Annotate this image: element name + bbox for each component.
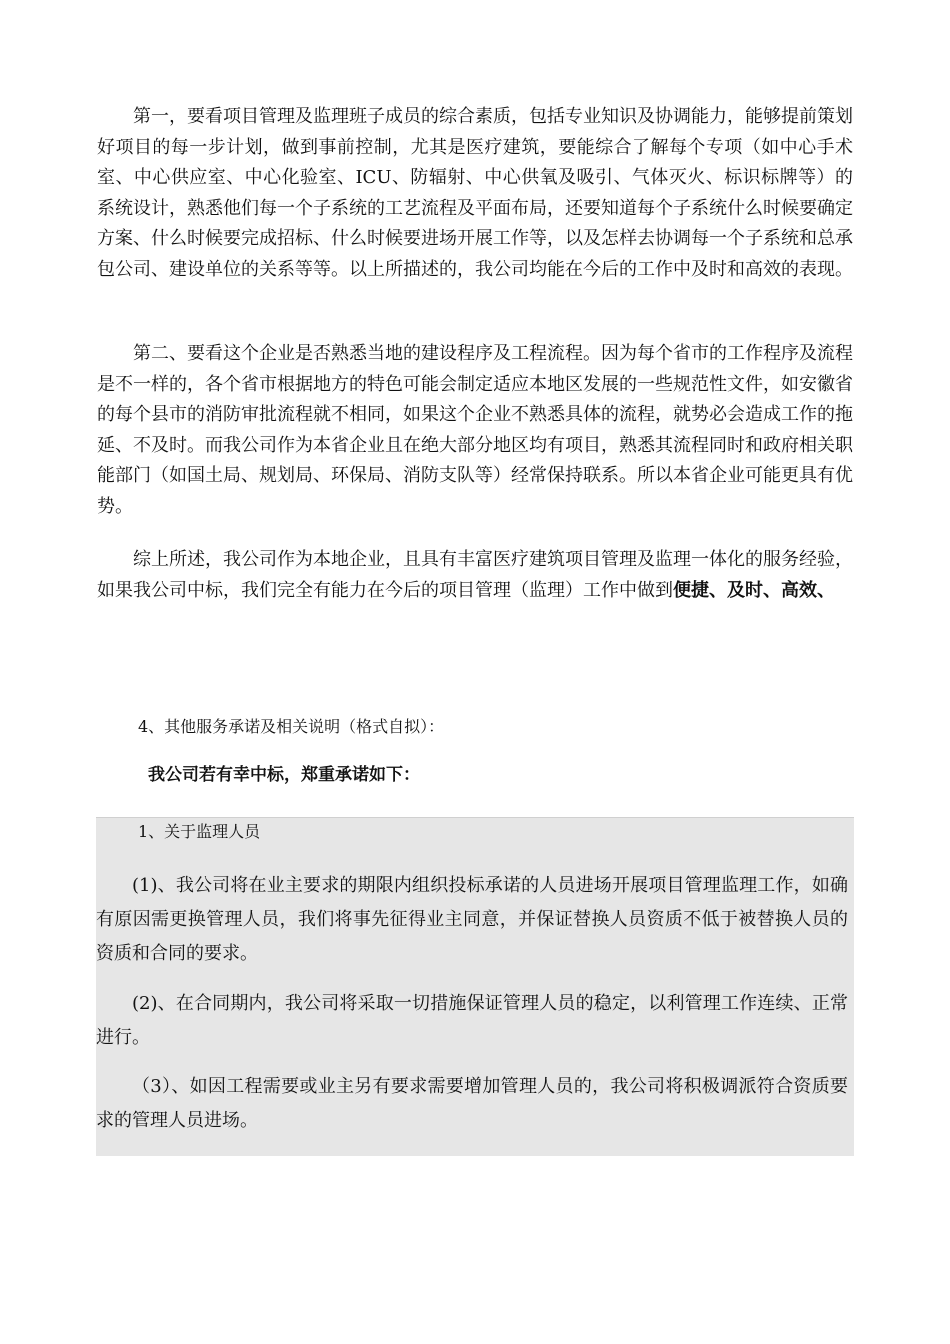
commitment-item-1: (1)、我公司将在业主要求的期限内组织投标承诺的人员进场开展项目管理监理工作，如确有原因需更换管理人员，我们将事先征得业主同意，并保证替换人员资质不低于被替换人员的资质和合同的要求。 [96,875,848,964]
paragraph-summary [97,545,853,606]
commitment-box-title: 1、关于监理人员 [138,822,261,841]
commitment-item-3: （3）、如因工程需要或业主另有要求需要增加管理人员的，我公司将积极调派符合资质要求的管理人员进场。 [96,1076,848,1131]
commitment-box [96,817,854,1156]
commitment-item-2: (2)、在合同期内，我公司将采取一切措施保证管理人员的稳定，以利管理工作连续、正常进行。 [96,993,848,1048]
promise-heading: 我公司若有幸中标，郑重承诺如下： [148,765,420,785]
summary-text: 综上所述，我公司作为本地企业，且具有丰富医疗建筑项目管理及监理一体化的服务经验，如果我公司中标，我们完全有能力在今后的项目管理（监理）工作中做到 [97,549,853,601]
paragraph-second-point: 第二、要看这个企业是否熟悉当地的建设程序及工程流程。因为每个省市的工作程序及流程是不一样的，各个省市根据地方的特色可能会制定适应本地区发展的一些规范性文件，如安徽省的每个县市的消防审批流程就不相同，如果这个企业不熟悉具体的流程，就势必会造成工作的拖延、不及时。而我公司作为本省企业且在绝大部分地区均有项目，熟悉其流程同时和政府相关职能部门（如国土局、规划局、环保局、消防支队等）经常保持联系。所以本省企业可能更具有优势。 [97,343,853,517]
section-4-heading: 4、其他服务承诺及相关说明（格式自拟）： [138,717,445,736]
paragraph-first-point: 第一，要看项目管理及监理班子成员的综合素质，包括专业知识及协调能力，能够提前策划好项目的每一步计划，做到事前控制，尤其是医疗建筑，要能综合了解每个专项（如中心手术室、中心供应室、中心化验室、ICU、防辐射、中心供氧及吸引、气体灭火、标识标牌等）的系统设计，熟悉他们每一个子系统的工艺流程及平面布局，还要知道每个子系统什么时候要确定方案、什么时候要完成招标、什么时候要进场开展工作等，以及怎样去协调每一个子系统和总承包公司、建设单位的关系等等。以上所描述的，我公司均能在今后的工作中及时和高效的表现。 [97,106,853,280]
summary-bold-text: 便捷、及时、高效、 [673,579,835,601]
